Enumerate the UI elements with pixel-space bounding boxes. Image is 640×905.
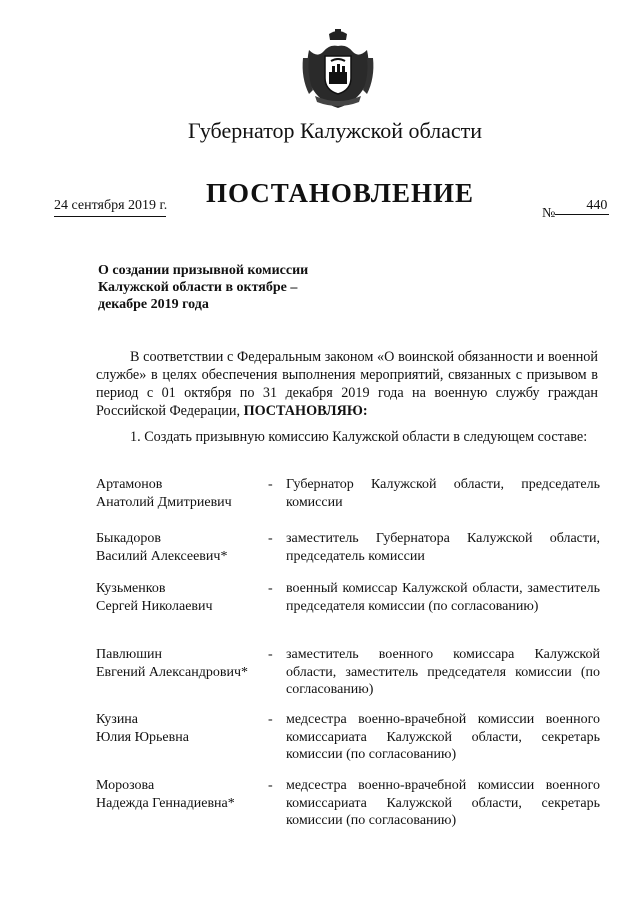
member-name xyxy=(96,476,276,511)
clause-1-paragraph: 1. Создать призывную комиссию Калужской области в следующем составе: xyxy=(130,429,588,445)
member-given-name: Евгений Александрович* xyxy=(96,664,249,680)
member-role: медсестра военно-врачебной комиссии военного комиссариата Калужской области, секретарь комиссии (по согласованию) xyxy=(286,778,600,828)
member-name xyxy=(96,646,276,681)
member-name xyxy=(96,777,276,812)
dash-separator: - xyxy=(268,477,273,492)
decree-word: ПОСТАНОВЛЯЮ: xyxy=(243,403,368,419)
document-type-title: ПОСТАНОВЛЕНИЕ xyxy=(205,178,475,208)
member-given-name: Надежда Геннадиевна* xyxy=(96,795,235,811)
preamble-paragraph xyxy=(96,348,598,420)
dash-separator: - xyxy=(268,647,273,662)
subject-line: Калужской области в октябре – xyxy=(98,280,298,295)
member-given-name: Василий Алексеевич* xyxy=(96,548,228,564)
number-value: 440 xyxy=(555,198,609,215)
dash-separator: - xyxy=(268,531,273,546)
subject-line: декабре 2019 года xyxy=(98,297,209,312)
member-surname: Павлюшин xyxy=(96,647,162,662)
member-role: заместитель Губернатора Калужской области, председатель комиссии xyxy=(286,531,600,564)
member-role: заместитель военного комиссара Калужской области, заместитель председателя комиссии (по согласованию) xyxy=(286,647,600,697)
member-name xyxy=(96,580,276,615)
member-given-name: Анатолий Дмитриевич xyxy=(96,494,232,510)
coat-of-arms-emblem xyxy=(301,28,375,110)
member-given-name: Сергей Николаевич xyxy=(96,598,213,614)
member-role: медсестра военно-врачебной комиссии военного комиссариата Калужской области, секретарь комиссии (по согласованию) xyxy=(286,712,600,762)
member-given-name: Юлия Юрьевна xyxy=(96,729,189,745)
subject-line: О создании призывной комиссии xyxy=(98,263,309,278)
document-subject xyxy=(98,262,328,313)
dash-separator: - xyxy=(268,581,273,596)
member-surname: Морозова xyxy=(96,778,155,793)
member-surname: Кузьменков xyxy=(96,581,166,596)
member-surname: Быкадоров xyxy=(96,531,161,546)
preamble-text: В соответствии с Федеральным законом «О воинской обязанности и военной службе» в целях обеспечения выполнения мероприятий, связанных с призывом в период с 01 октября по 31 декабря 2019 года на военную службу граждан Российской Федерации, xyxy=(96,349,598,419)
dash-separator: - xyxy=(268,778,273,793)
number-prefix: № xyxy=(542,206,556,221)
member-surname: Артамонов xyxy=(96,477,163,492)
member-name xyxy=(96,711,276,746)
member-surname: Кузина xyxy=(96,712,139,727)
member-name xyxy=(96,530,276,565)
document-date: 24 сентября 2019 г. xyxy=(54,198,166,217)
issuer-title: Губернатор Калужской области xyxy=(187,118,483,143)
member-role: военный комиссар Калужской области, заместитель председателя комиссии (по согласованию) xyxy=(286,581,600,614)
document-number xyxy=(542,198,609,223)
dash-separator: - xyxy=(268,712,273,727)
member-role: Губернатор Калужской области, председатель комиссии xyxy=(286,477,600,510)
